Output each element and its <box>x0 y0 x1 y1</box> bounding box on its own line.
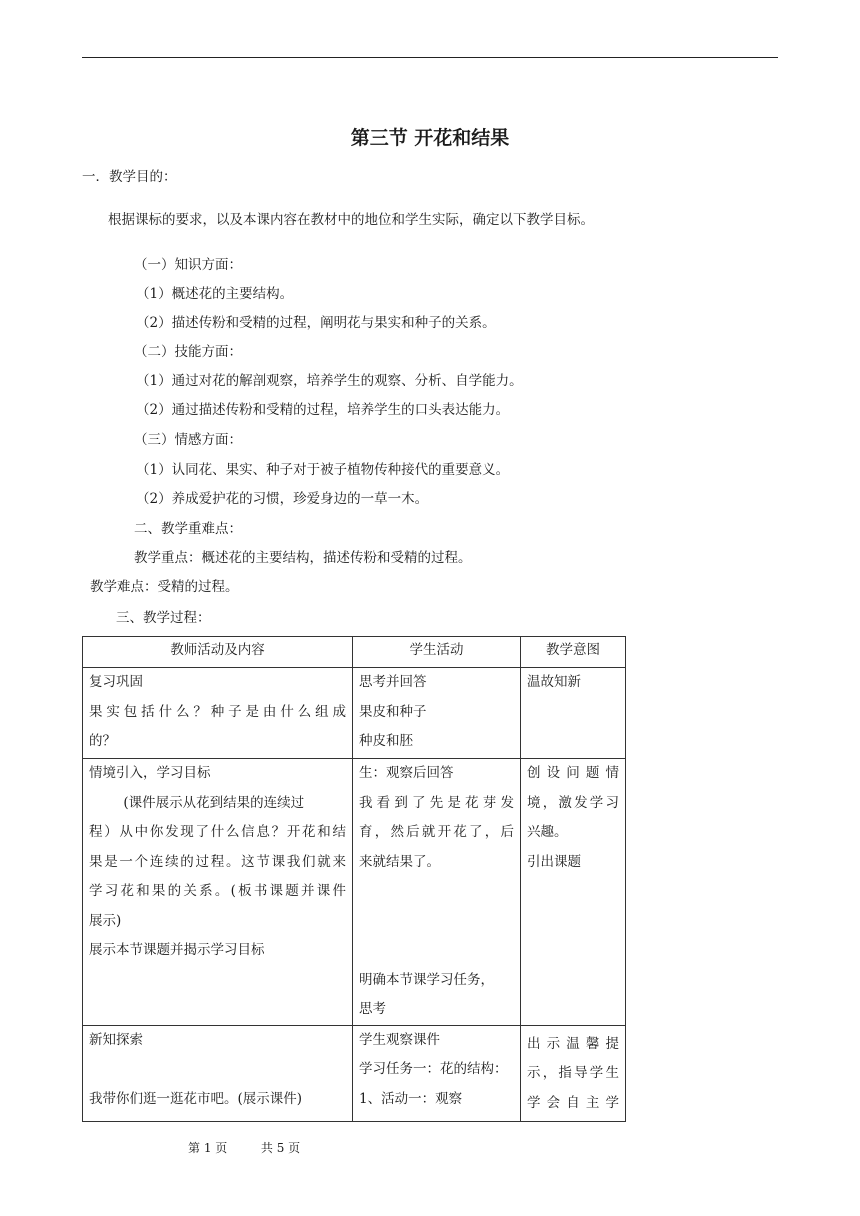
teacher-cell <box>83 759 353 1026</box>
student-cell <box>353 1025 521 1121</box>
cell-text: 我带你们逛一逛花市吧。(展示课件) <box>89 1090 303 1107</box>
cell-text: 境，激发学习 <box>527 794 619 811</box>
intro-paragraph: 根据课标的要求，以及本课内容在教材中的地位和学生实际，确定以下教学目标。 <box>108 212 594 228</box>
cell-text: 示，指导学生 <box>527 1065 619 1081</box>
table-row <box>83 1025 626 1121</box>
cell-text <box>359 936 514 966</box>
cell-text: 学生观察课件 <box>359 1031 440 1048</box>
student-cell <box>353 759 521 1026</box>
objective-line: （1）认同花、果实、种子对于被子植物传种接代的重要意义。 <box>136 462 510 478</box>
cell-text: (课件展示从花到结果的连续过 <box>89 794 305 811</box>
objective-line: （2）描述传粉和受精的过程，阐明花与果实和种子的关系。 <box>136 315 496 331</box>
cell-text: 种皮和胚 <box>359 733 413 749</box>
cell-text <box>359 907 514 937</box>
cell-text <box>89 1055 346 1085</box>
cell-text: 生：观察后回答 <box>359 765 454 781</box>
cell-text: 学习任务一：花的结构： <box>359 1061 508 1077</box>
header-teaching-intent: 教学意图 <box>521 637 626 668</box>
cell-text: 展示本节课题并揭示学习目标 <box>89 942 265 958</box>
intent-cell <box>521 1025 626 1121</box>
table-header-row <box>83 637 626 668</box>
cell-text: 创设问题情 <box>527 765 619 781</box>
cell-text: 我看到了先是花芽发 <box>359 794 514 811</box>
cell-text: 温故知新 <box>527 674 581 690</box>
cell-text: 引出课题 <box>527 853 581 870</box>
objective-line: （一）知识方面： <box>134 257 242 273</box>
cell-text <box>359 877 514 907</box>
cell-text: 果皮和种子 <box>359 703 427 720</box>
cell-text: 学习花和果的关系。(板书课题并课件 <box>89 883 346 899</box>
cell-text: 思考 <box>359 1001 386 1017</box>
cell-text: 学会自主学 <box>527 1094 619 1111</box>
cell-text: 来就结果了。 <box>359 853 440 870</box>
objective-line: （1）概述花的主要结构。 <box>136 286 294 302</box>
page-title: 第三节 开花和结果 <box>350 127 510 149</box>
cell-text: 情境引入，学习目标 <box>89 765 211 781</box>
cell-text: 复习巩固 <box>89 674 143 690</box>
cell-text: 果实包括什么？种子是由什么组成 <box>89 703 346 720</box>
cell-text: 新知探索 <box>89 1031 143 1048</box>
teacher-cell <box>83 1025 353 1121</box>
page-total: 共 5 页 <box>260 1141 301 1155</box>
header-teacher-activity: 教师活动及内容 <box>83 637 353 668</box>
table-row <box>83 759 626 1026</box>
cell-text: 出示温馨提 <box>527 1035 619 1052</box>
objective-line: （二）技能方面： <box>134 344 242 360</box>
teacher-cell <box>83 668 353 759</box>
lesson-plan-table <box>82 636 626 1122</box>
page-number: 第 1 页 <box>188 1141 228 1155</box>
intent-cell <box>521 759 626 1026</box>
intent-cell <box>521 668 626 759</box>
cell-text: 明确本节课学习任务， <box>359 971 494 988</box>
cell-text: 程）从中你发现了什么信息？开花和结 <box>89 824 346 840</box>
cell-text: 育，然后就开花了，后 <box>359 824 514 840</box>
objective-line: （2）养成爱护花的习惯，珍爱身边的一草一木。 <box>136 491 429 507</box>
header-rule <box>82 57 778 58</box>
cell-text: 展示) <box>89 912 122 929</box>
section-heading-process: 三、教学过程： <box>116 610 211 626</box>
table-row <box>83 668 626 759</box>
cell-text: 的？ <box>89 733 116 749</box>
cell-text: 兴趣。 <box>527 824 568 840</box>
header-student-activity: 学生活动 <box>353 637 521 668</box>
difficult-point: 教学难点：受精的过程。 <box>90 579 239 595</box>
cell-text: 思考并回答 <box>359 674 427 690</box>
cell-text: 1、活动一：观察 <box>359 1090 463 1107</box>
page-footer <box>188 1139 300 1156</box>
objective-line: （三）情感方面： <box>134 432 242 448</box>
objective-line: （2）通过描述传粉和受精的过程，培养学生的口头表达能力。 <box>136 402 510 418</box>
objective-line: （1）通过对花的解剖观察，培养学生的观察、分析、自学能力。 <box>136 373 523 389</box>
student-cell <box>353 668 521 759</box>
cell-text: 果是一个连续的过程。这节课我们就来 <box>89 853 346 870</box>
section-heading-objectives: 一．教学目的： <box>82 169 177 185</box>
section-heading-key-points: 二、教学重难点： <box>134 521 242 537</box>
key-point: 教学重点：概述花的主要结构，描述传粉和受精的过程。 <box>134 550 472 566</box>
